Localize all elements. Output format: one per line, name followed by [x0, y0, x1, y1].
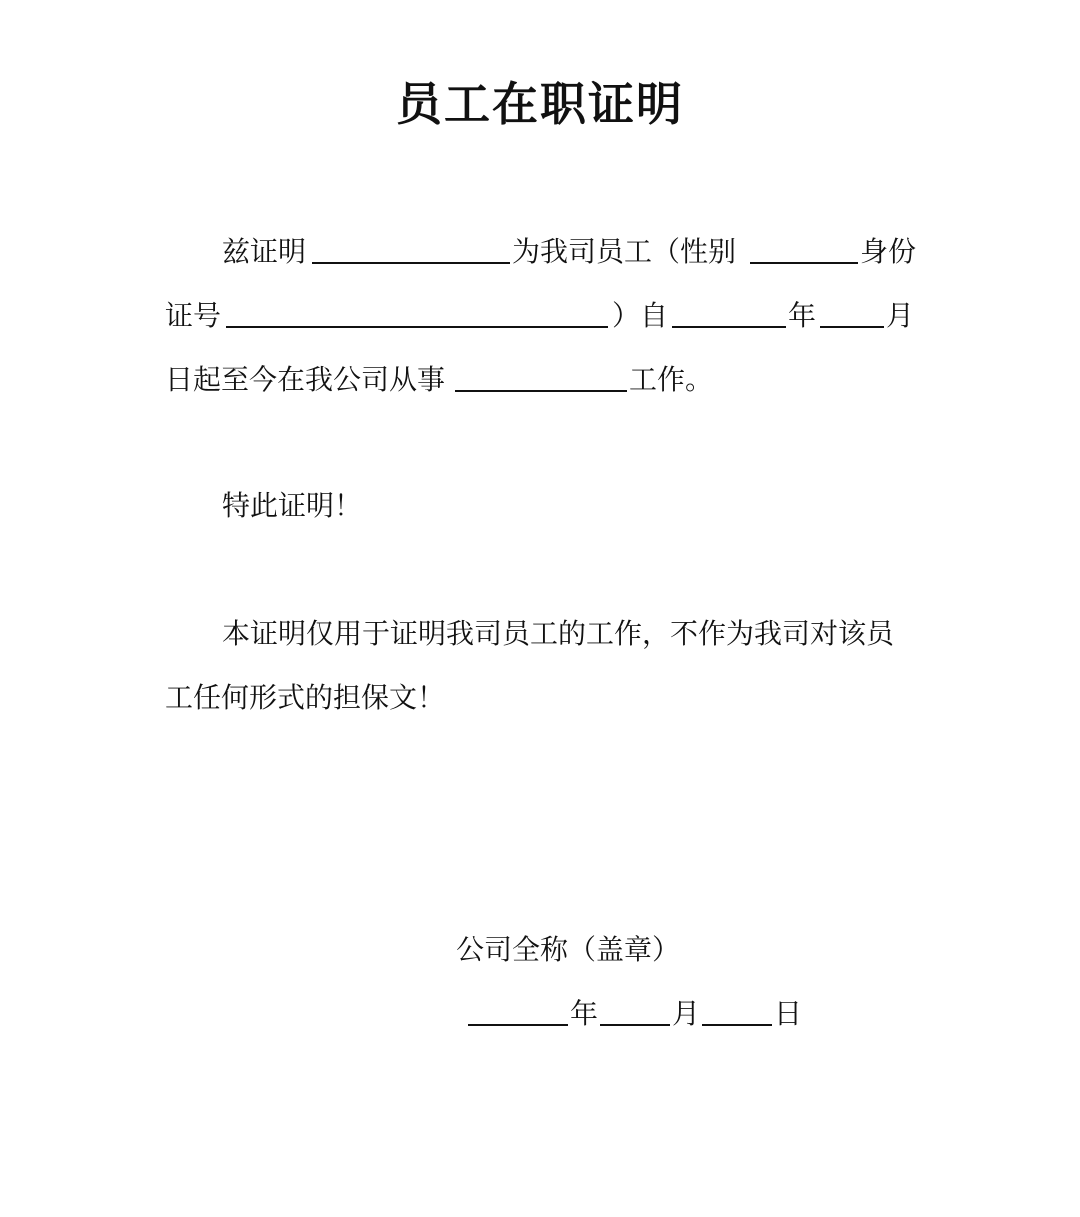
text-sign-day: 日 [774, 997, 803, 1030]
text-day-engaged: 日起至今在我公司从事 [165, 363, 446, 396]
para2-line [0, 486, 1080, 526]
text-certify: 兹证明 [222, 235, 307, 268]
para1-line1 [0, 232, 1080, 272]
text-sign-month: 月 [672, 997, 701, 1030]
text-employee-gender: 为我司员工（性别 [512, 235, 737, 268]
text-disclaimer-2: 工任何形式的担保文！ [165, 681, 446, 714]
signature-company-line [0, 930, 1080, 970]
text-work: 工作。 [629, 363, 714, 396]
para1-line2 [0, 296, 1080, 336]
company-seal-label: 公司全称（盖章） [456, 933, 681, 966]
text-hereby-certify: 特此证明！ [222, 489, 363, 522]
blank-sign-month[interactable] [600, 1024, 670, 1026]
blank-start-month[interactable] [820, 326, 884, 328]
text-year: 年 [788, 299, 817, 332]
para3-line1 [0, 614, 1080, 654]
signature-date-line [0, 994, 1080, 1034]
blank-gender[interactable] [750, 262, 858, 264]
text-disclaimer-1: 本证明仅用于证明我司员工的工作，不作为我司对该员 [222, 617, 895, 650]
text-sign-year: 年 [570, 997, 599, 1030]
document-title: 员工在职证明 [396, 77, 684, 131]
blank-sign-day[interactable] [702, 1024, 772, 1026]
blank-start-year[interactable] [672, 326, 786, 328]
para3-line2 [0, 678, 1080, 718]
para1-line3 [0, 360, 1080, 400]
blank-sign-year[interactable] [468, 1024, 568, 1026]
text-since: ）自 [612, 299, 669, 332]
blank-id-number[interactable] [226, 326, 608, 328]
text-month: 月 [886, 299, 915, 332]
blank-job-position[interactable] [455, 390, 627, 392]
blank-employee-name[interactable] [312, 262, 510, 264]
text-identity: 身份 [860, 235, 917, 268]
text-id-number: 证号 [165, 299, 222, 332]
